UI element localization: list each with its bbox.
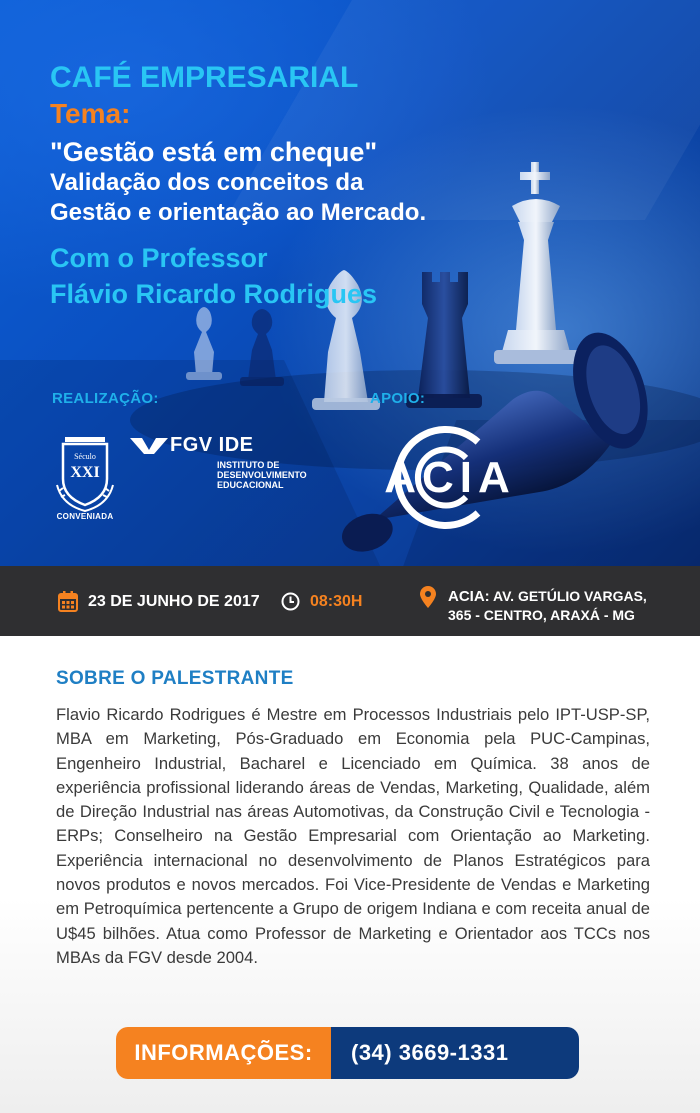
contact-label: INFORMAÇÕES: (134, 1040, 313, 1065)
event-address (448, 587, 647, 624)
event-time: 08:30H (310, 593, 363, 610)
theme-title: "Gestão está em cheque" (50, 137, 378, 167)
fgv-subtitle-line: INSTITUTO DE (217, 460, 280, 470)
fgv-subtitle-line: EDUCACIONAL (217, 480, 284, 490)
event-date: 23 DE JUNHO DE 2017 (88, 593, 260, 610)
speaker-name: Flávio Ricardo Rodrigues (50, 279, 378, 309)
fgv-logo-mark (130, 436, 168, 456)
seculo-line2: XXI (70, 464, 100, 481)
fgv-ide-title: FGV IDE (170, 434, 254, 456)
seculo-conveniada-label: CONVENIADA (56, 512, 114, 521)
acia-logo (366, 420, 536, 535)
seculo-line1: Século (74, 452, 96, 461)
theme-line: Validação dos conceitos da (50, 169, 364, 196)
hero-text-block (50, 60, 570, 312)
about-body: Flavio Ricardo Rodrigues é Mestre em Processos Industriais pelo IPT-USP-SP, MBA em Marketing, Pós-Graduado em Economia pela PUC-Campinas, Engenheiro Industrial, Bacharel e Licenciado em Química. 38 anos de experiência profissional liderando áreas de Vendas, Marketing, Qualidade, além de Direção Industrial nas áreas Automotivas, da Construção Civil e Tecnologia - ERPs; Conselheiro na Gestão Empresarial com Orientação ao Marketing. Experiência internacional no desenvolvimento de Planos Estratégicos para novos produtos e novos mercados. Foi Vice-Presidente de Vendas e Marketing em Petroquímica pertencente a Grupo de origem Indiana e com receita anual de U$45 bilhões. Atua como Professor de Marketing e Orientador aos TCCs nos MBAs da FGV desde 2004. (56, 705, 650, 967)
apoio-label: APOIO: (370, 390, 426, 407)
theme-label: Tema: (50, 98, 131, 129)
contact-phone[interactable]: (34) 3669-1331 (351, 1040, 509, 1065)
calendar-icon (58, 591, 78, 612)
address-street: AV. GETÚLIO VARGAS, (493, 588, 647, 604)
about-title: SOBRE O PALESTRANTE (56, 668, 294, 689)
realizacao-label: REALIZAÇÃO: (52, 390, 159, 407)
address-line-2: 365 - CENTRO, ARAXÁ - MG (448, 607, 635, 623)
map-pin-icon (420, 586, 436, 608)
address-line-1 (448, 587, 647, 606)
theme-line: Gestão e orientação ao Mercado. (50, 199, 427, 226)
clock-icon (281, 592, 300, 611)
acia-logo-text: ACIA (384, 453, 516, 502)
address-lead: ACIA: (448, 588, 490, 605)
speaker-intro: Com o Professor (50, 243, 268, 273)
fgv-subtitle-line: DESENVOLVIMENTO (217, 470, 307, 480)
fgv-ide-subtitle (217, 460, 347, 490)
event-title: CAFÉ EMPRESARIAL (50, 61, 359, 94)
contact-pill[interactable] (116, 1027, 579, 1079)
